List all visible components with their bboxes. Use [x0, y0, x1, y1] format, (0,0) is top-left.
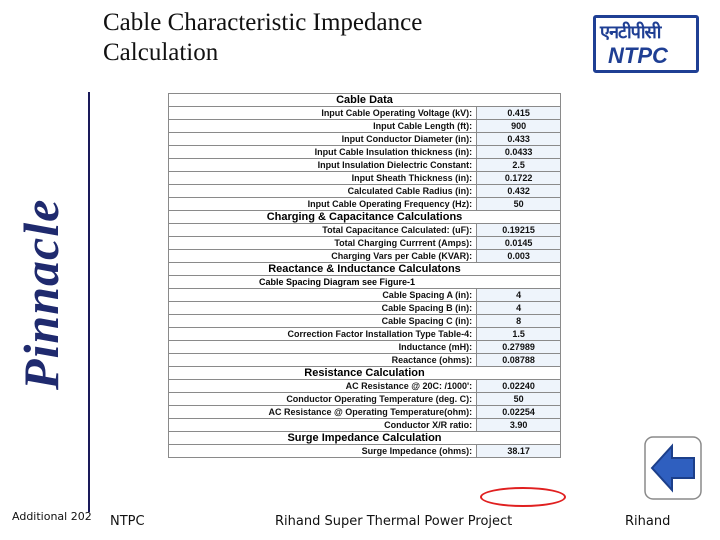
row-label: Charging Vars per Cable (KVAR):: [169, 250, 477, 263]
row-value: 50: [477, 393, 561, 406]
table-row: [169, 250, 561, 263]
table-row: [169, 341, 561, 354]
section-header-row: [169, 94, 561, 107]
table-row: [169, 237, 561, 250]
row-value: 0.432: [477, 185, 561, 198]
row-label: Input Conductor Diameter (in):: [169, 133, 477, 146]
table-row: [169, 302, 561, 315]
row-label: Conductor Operating Temperature (deg. C):: [169, 393, 477, 406]
row-value: 8: [477, 315, 561, 328]
surge-impedance-highlight: [480, 487, 566, 507]
row-value: 38.17: [477, 445, 561, 458]
row-label: Cable Spacing C (in):: [169, 315, 477, 328]
logo-hindi-text: एनटीपीसी: [600, 22, 661, 42]
row-label: Surge Impedance (ohms):: [169, 445, 477, 458]
table-row: [169, 172, 561, 185]
table-row: [169, 380, 561, 393]
row-value: 0.003: [477, 250, 561, 263]
table-row: [169, 315, 561, 328]
row-value: 4: [477, 289, 561, 302]
row-label: Cable Spacing A (in):: [169, 289, 477, 302]
slide-title: Cable Characteristic Impedance Calculation: [103, 9, 423, 66]
calculation-table: [168, 93, 561, 458]
row-value: 0.1722: [477, 172, 561, 185]
row-label: Cable Spacing B (in):: [169, 302, 477, 315]
section-header: Resistance Calculation: [169, 367, 561, 380]
section-header: Charging & Capacitance Calculations: [169, 211, 561, 224]
note-row: [169, 276, 561, 289]
row-value: 2.5: [477, 159, 561, 172]
table-note: Cable Spacing Diagram see Figure-1: [169, 276, 561, 289]
row-label: Conductor X/R ratio:: [169, 419, 477, 432]
row-label: Input Cable Length (ft):: [169, 120, 477, 133]
table-row: [169, 146, 561, 159]
sidebar-divider: [88, 92, 90, 512]
row-label: AC Resistance @ 20C: /1000':: [169, 380, 477, 393]
footer-left-text: Additional 202: [12, 510, 92, 523]
row-label: Input Cable Insulation thickness (in):: [169, 146, 477, 159]
back-arrow-icon[interactable]: [644, 436, 702, 500]
section-header: Reactance & Inductance Calculatons: [169, 263, 561, 276]
row-label: Input Cable Operating Voltage (kV):: [169, 107, 477, 120]
row-value: 0.0145: [477, 237, 561, 250]
footer-project-name: Rihand Super Thermal Power Project: [275, 514, 513, 529]
table-row: [169, 224, 561, 237]
section-header-row: [169, 263, 561, 276]
table-row: [169, 445, 561, 458]
table-row: [169, 393, 561, 406]
row-value: 0.433: [477, 133, 561, 146]
footer-right-text: Rihand: [625, 514, 671, 529]
table-row: [169, 406, 561, 419]
row-label: Correction Factor Installation Type Table-4:: [169, 328, 477, 341]
row-value: 0.415: [477, 107, 561, 120]
row-label: Reactance (ohms):: [169, 354, 477, 367]
row-value: 3.90: [477, 419, 561, 432]
table-row: [169, 328, 561, 341]
table-row: [169, 133, 561, 146]
section-header-row: [169, 211, 561, 224]
row-label: AC Resistance @ Operating Temperature(ohm):: [169, 406, 477, 419]
row-value: 50: [477, 198, 561, 211]
brand-vertical-text: Pinnacle: [13, 198, 69, 390]
row-label: Total Charging Currrent (Amps):: [169, 237, 477, 250]
row-label: Total Capacitance Calculated: (uF):: [169, 224, 477, 237]
table-row: [169, 159, 561, 172]
row-label: Calculated Cable Radius (in):: [169, 185, 477, 198]
row-value: 900: [477, 120, 561, 133]
footer-ntpc-text: NTPC: [110, 514, 145, 529]
row-value: 4: [477, 302, 561, 315]
row-value: 0.02240: [477, 380, 561, 393]
section-header-row: [169, 432, 561, 445]
table-row: [169, 107, 561, 120]
row-label: Input Cable Operating Frequency (Hz):: [169, 198, 477, 211]
section-header: Surge Impedance Calculation: [169, 432, 561, 445]
row-label: Input Insulation Dielectric Constant:: [169, 159, 477, 172]
row-value: 0.0433: [477, 146, 561, 159]
table-row: [169, 185, 561, 198]
table-row: [169, 120, 561, 133]
table-row: [169, 419, 561, 432]
calculation-table-image: [168, 93, 561, 503]
row-value: 0.02254: [477, 406, 561, 419]
section-header: Cable Data: [169, 94, 561, 107]
row-value: 1.5: [477, 328, 561, 341]
table-row: [169, 289, 561, 302]
table-row: [169, 354, 561, 367]
row-label: Input Sheath Thickness (in):: [169, 172, 477, 185]
ntpc-logo: [593, 15, 699, 73]
section-header-row: [169, 367, 561, 380]
row-value: 0.08788: [477, 354, 561, 367]
logo-english-text: NTPC: [608, 43, 668, 68]
row-label: Inductance (mH):: [169, 341, 477, 354]
row-value: 0.19215: [477, 224, 561, 237]
row-value: 0.27989: [477, 341, 561, 354]
table-row: [169, 198, 561, 211]
